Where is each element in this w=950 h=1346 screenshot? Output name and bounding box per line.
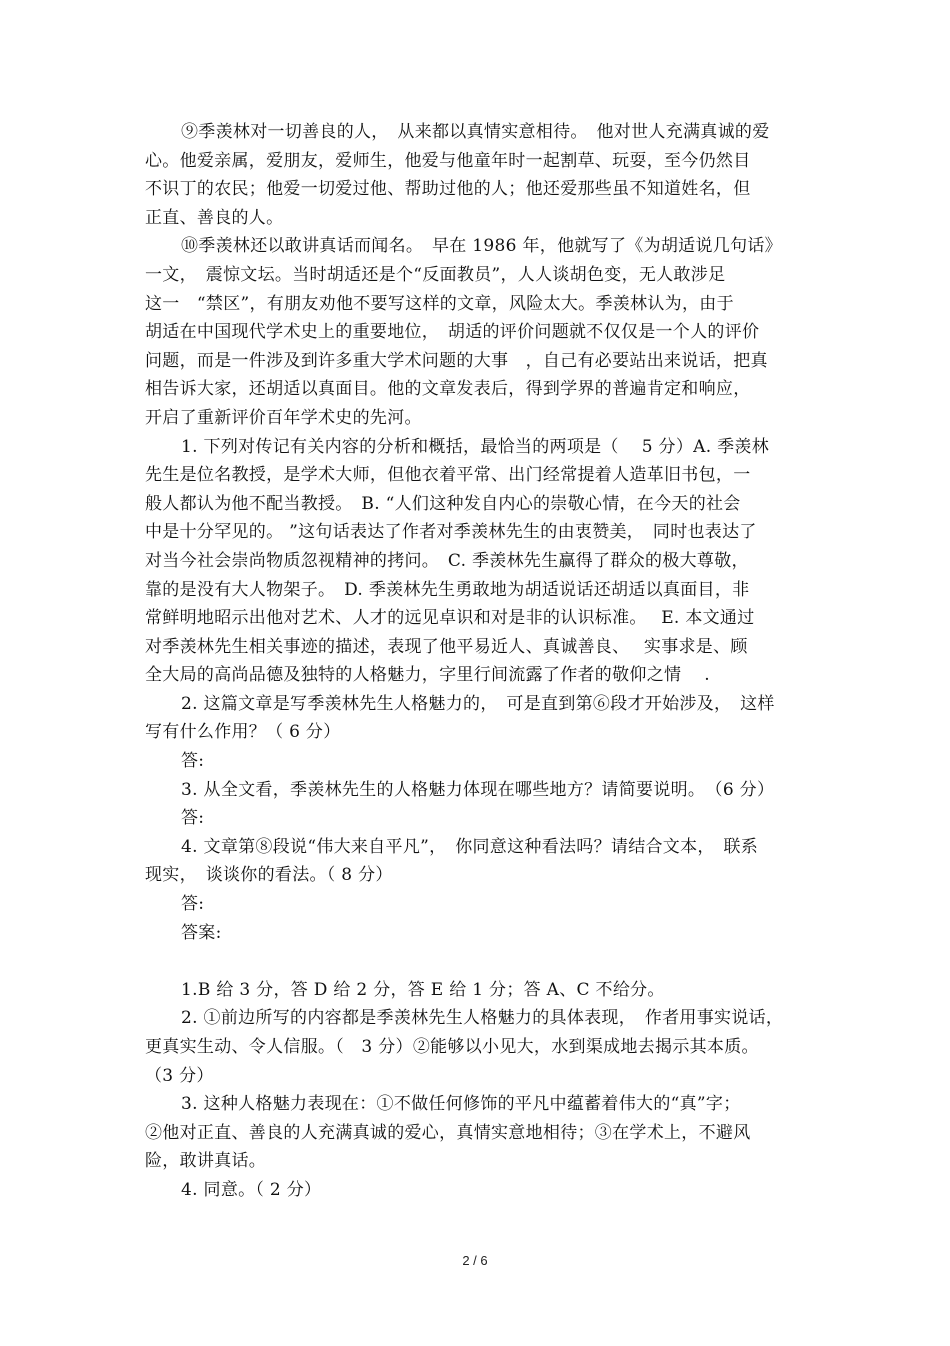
text-line: 1.B 给 3 分，答 D 给 2 分，答 E 给 1 分；答 A、C 不给分。: [181, 979, 665, 1000]
text-line: 先生是位名教授，是学术大师，但他衣着平常、出门经常提着人造革旧书包，一: [145, 465, 751, 486]
text-line: 心。他爱亲属，爱朋友，爱师生，他爱与他童年时一起割草、玩耍，至今仍然目: [145, 150, 751, 171]
text-line: 这一 “禁区”，有朋友劝他不要写这样的文章，风险太大。季羡林认为，由于: [145, 293, 734, 314]
text-line: 对当今社会崇尚物质忽视精神的拷问。 C. 季羡林先生赢得了群众的极大尊敬，: [145, 550, 749, 571]
text-line: 2. 这篇文章是写季羡林先生人格魅力的， 可是直到第⑥段才开始涉及， 这样: [181, 693, 775, 714]
text-line: [145, 947, 810, 976]
text-line: ②他对正直、善良的人充满真诚的爱心，真情实意地相待；③在学术上，不避风: [145, 1122, 751, 1143]
text-line: 3. 从全文看，季羡林先生的人格魅力体现在哪些地方？请简要说明。 （6 分）: [181, 779, 775, 800]
text-line: 答案:: [181, 922, 222, 943]
text-line: 问题，而是一件涉及到许多重大学术问题的大事 ，自己有必要站出来说话，把真: [145, 350, 768, 371]
text-line: 现实， 谈谈你的看法。（ 8 分）: [145, 865, 393, 886]
text-line: 正直、善良的人。: [145, 207, 284, 228]
text-line: 开启了重新评价百年学术史的先河。: [145, 407, 422, 428]
text-line: 写有什么作用？（ 6 分）: [145, 722, 341, 743]
text-line: 全大局的高尚品德及独特的人格魅力，字里行间流露了作者的敬仰之情 .: [145, 665, 711, 686]
text-line: （3 分）: [145, 1065, 214, 1086]
text-line: 1. 下列对传记有关内容的分析和概括，最恰当的两项是（ 5 分）A. 季羡林: [181, 436, 770, 457]
text-line: 常鲜明地昭示出他对艺术、人才的远见卓识和对是非的认识标准。 E. 本文通过: [145, 608, 755, 629]
text-line: ⑩季羡林还以敢讲真话而闻名。 早在 1986 年，他就写了《为胡适说几句话》: [181, 236, 782, 257]
text-line: 答:: [181, 894, 205, 915]
page-number: 2 / 6: [462, 1253, 488, 1268]
text-line: 更真实生动、令人信服。（ 3 分）②能够以小见大，水到渠成地去揭示其本质。: [145, 1037, 759, 1057]
text-line: 般人都认为他不配当教授。 B. “人们这种发自内心的崇敬心情，在今天的社会: [145, 493, 741, 514]
text-line: 4. 同意。（ 2 分）: [181, 1179, 322, 1200]
text-line: ⑨季羡林对一切善良的人， 从来都以真情实意相待。 他对世人充满真诚的爱: [181, 122, 770, 142]
text-line: 相告诉大家，还胡适以真面目。他的文章发表后，得到学界的普遍肯定和响应，: [145, 379, 751, 400]
text-line: 对季羡林先生相关事迹的描述，表现了他平易近人、真诚善良、 实事求是、顾: [145, 636, 748, 657]
text-line: 中是十分罕见的。 ”这句话表达了作者对季羡林先生的由衷赞美， 同时也表达了: [145, 522, 757, 543]
text-line: 靠的是没有大人物架子。 D. 季羡林先生勇敢地为胡适说话还胡适以真面目，非: [145, 579, 750, 600]
document-body: [145, 118, 810, 1205]
text-line: 答:: [181, 808, 205, 829]
text-line: 一文， 震惊文坛。当时胡适还是个“反面教员”，人人谈胡色变，无人敢涉足: [145, 264, 726, 285]
text-line: 不识丁的农民；他爱一切爱过他、帮助过他的人；他还爱那些虽不知道姓名，但: [145, 179, 751, 200]
text-line: 胡适在中国现代学术史上的重要地位， 胡适的评价问题就不仅仅是一个人的评价: [145, 322, 760, 343]
text-line: 4. 文章第⑧段说“伟大来自平凡”， 你同意这种看法吗？请结合文本， 联系: [181, 836, 759, 857]
text-line: 3. 这种人格魅力表现在：①不做任何修饰的平凡中蕴蓄着伟大的“真”字；: [181, 1094, 741, 1115]
text-line: 险，敢讲真话。: [145, 1151, 267, 1172]
text-line: 2. ①前边所写的内容都是季羡林先生人格魅力的具体表现， 作者用事实说话，: [181, 1008, 784, 1029]
text-line: 答:: [181, 751, 205, 772]
